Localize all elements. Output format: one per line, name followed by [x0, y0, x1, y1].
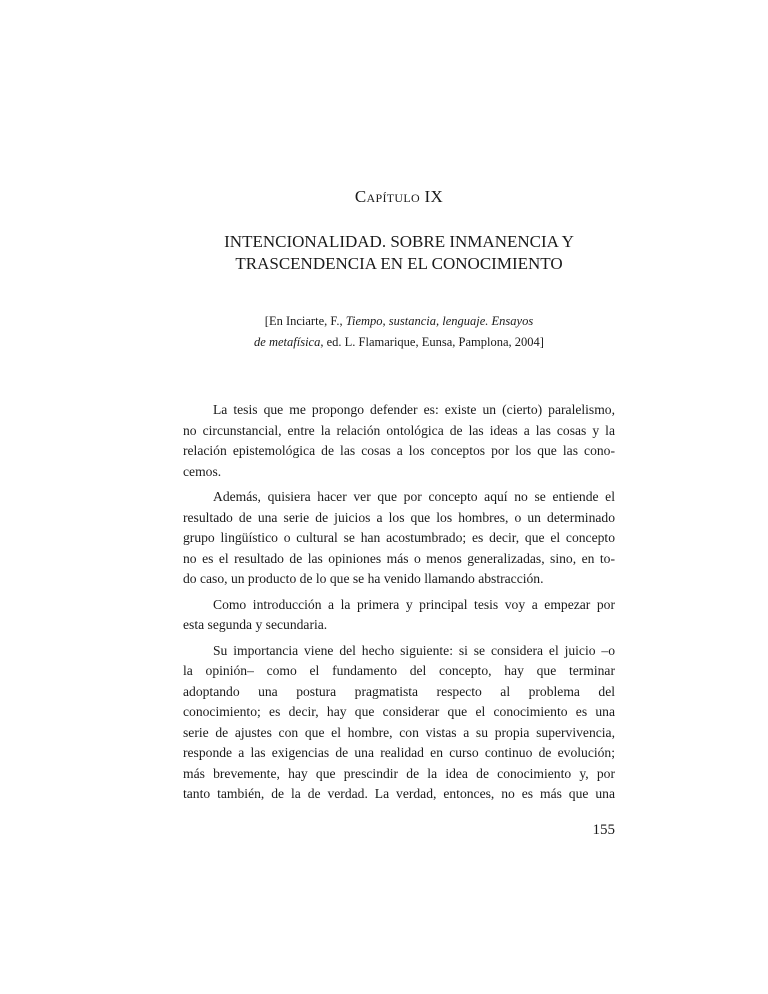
- source-citation: [183, 311, 615, 353]
- text-line: Además, quisiera hacer ver que por concepto aquí no se entiende el: [213, 489, 615, 504]
- chapter-title-line: INTENCIONALIDAD. SOBRE INMANENCIA Y: [224, 232, 574, 251]
- text-line: cemos.: [183, 463, 222, 479]
- citation-book-title: de metafísica: [254, 335, 321, 349]
- paragraph: [183, 641, 615, 805]
- text-line: conocimiento; es decir, hay que considerar que el conocimiento es una: [183, 704, 615, 719]
- paragraph: [183, 595, 615, 636]
- page-number: 155: [592, 822, 615, 838]
- body-text: [183, 400, 615, 810]
- chapter-title: [183, 231, 615, 275]
- citation-book-title: Tiempo, sustancia, lenguaje. Ensayos: [345, 314, 534, 328]
- text-line: serie de ajustes con que el hombre, con vistas a su propia supervivencia,: [183, 724, 615, 740]
- text-line: La tesis que me propongo defender es: existe un (cierto) paralelismo,: [213, 402, 615, 417]
- citation-text: [En Inciarte, F.,: [264, 314, 346, 328]
- text-line: responde a las exigencias de una realidad en curso continuo de evolución;: [183, 745, 615, 760]
- text-line: no es el resultado de las opiniones más o menos generalizadas, sino, en to-: [183, 550, 615, 566]
- text-line: resultado de una serie de juicios a los que los hombres, o un determinado: [183, 509, 615, 525]
- text-line: Su importancia viene del hecho siguiente: si se considera el juicio –o: [213, 642, 615, 658]
- text-line: tanto también, de la de verdad. La verdad, entonces, no es más que una: [183, 786, 615, 801]
- chapter-label: Capítulo IX: [354, 187, 444, 206]
- text-line: Como introducción a la primera y principal tesis voy a empezar por: [213, 596, 615, 612]
- chapter-title-line: TRASCENDENCIA EN EL CONOCIMIENTO: [235, 254, 563, 273]
- text-line: adoptando una postura pragmatista respecto al problema del: [183, 683, 615, 699]
- text-line: más brevemente, hay que prescindir de la idea de conocimiento y, por: [183, 765, 615, 781]
- text-line: relación epistemológica de las cosas a los conceptos por los que las cono-: [183, 443, 615, 458]
- text-line: no circunstancial, entre la relación ontológica de las ideas a las cosas y la: [183, 422, 615, 438]
- text-line: esta segunda y secundaria.: [183, 617, 328, 632]
- text-line: do caso, un producto de lo que se ha venido llamando abstracción.: [183, 571, 544, 586]
- paragraph: [183, 400, 615, 482]
- citation-text: , ed. L. Flamarique, Eunsa, Pamplona, 2004]: [320, 335, 544, 349]
- paragraph: [183, 487, 615, 590]
- text-line: la opinión– como el fundamento del concepto, hay que terminar: [183, 663, 615, 678]
- text-line: grupo lingüístico o cultural se han acostumbrado; es decir, que el concepto: [183, 530, 615, 545]
